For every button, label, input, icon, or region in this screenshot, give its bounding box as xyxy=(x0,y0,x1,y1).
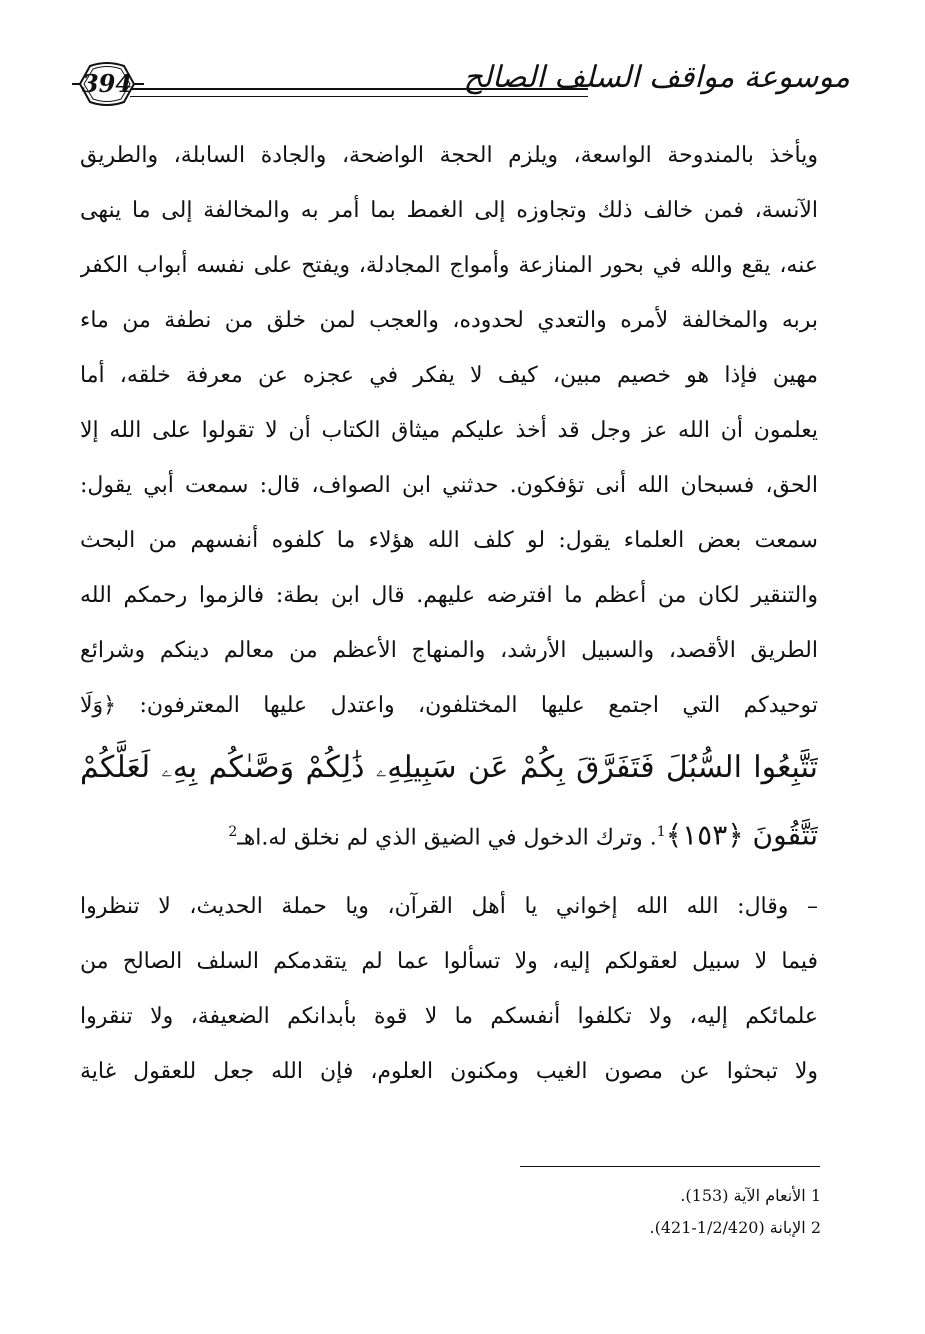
text-line: علمائكم إليه، ولا تكلفوا أنفسكم ما لا قوة بأبدانكم الضعيفة، ولا تنقروا xyxy=(80,1004,818,1029)
text-line: – وقال: الله الله إخواني يا أهل القرآن، ويا حملة الحديث، لا تنظروا xyxy=(80,894,818,919)
text-line: توحيدكم التي اجتمع عليها المختلفون، واعتدل عليها المعترفون: ﴿وَلَا xyxy=(80,693,818,718)
text-line: الطريق الأقصد، والسبيل الأرشد، والمنهاج الأعظم من معالم دينكم وشرائع xyxy=(80,638,818,663)
text-line: يعلمون أن الله عز وجل قد أخذ عليكم ميثاق الكتاب أن لا تقولوا على الله إلا xyxy=(80,418,818,443)
verse-tail: تَتَّقُونَ ﴿١٥٣﴾ xyxy=(665,818,818,852)
text-line: والتنقير لكان من أعظم ما افترضه عليهم. قال ابن بطة: فالزموا رحمكم الله xyxy=(80,583,818,608)
page-header xyxy=(70,60,850,132)
footnotes xyxy=(421,1180,821,1244)
quran-verse xyxy=(80,733,818,861)
page-number: 394 xyxy=(81,69,133,98)
footnote-2: 2 الإبانة (1/2/420-421). xyxy=(649,1218,821,1237)
verse-end-text: . وترك الدخول في الضيق الذي لم نخلق له.اهـ xyxy=(237,825,657,851)
page-number-badge xyxy=(70,60,144,108)
book-title: موسوعة مواقف السلف الصالح xyxy=(463,60,850,95)
text-line: ولا تبحثوا عن مصون الغيب ومكنون العلوم، فإن الله جعل للعقول غاية xyxy=(80,1059,818,1084)
text-line: سمعت بعض العلماء يقول: لو كلف الله هؤلاء ما كلفوه أنفسهم من البحث xyxy=(80,528,818,553)
footnote-ref-1: 1 xyxy=(656,824,666,840)
text-line: الآنسة، فمن خالف ذلك وتجاوزه إلى الغمط بما أمر به والمخالفة إلى ما ينهى xyxy=(80,198,818,223)
body-text xyxy=(80,128,818,1099)
text-line: عنه، يقع والله في بحور المنازعة وأمواج المجادلة، ويفتح على نفسه أبواب الكفر xyxy=(80,253,818,278)
header-ornament-lines xyxy=(130,88,588,97)
text-line: فيما لا سبيل لعقولكم إليه، ولا تسألوا عما لم يتقدمكم السلف الصالح من xyxy=(80,949,818,974)
paragraph-gap xyxy=(80,861,818,879)
verse-end-line xyxy=(80,803,818,861)
text-line: مهين فإذا هو خصيم مبين، كيف لا يفكر في عجزه عن معرفة خلقه، أما xyxy=(80,363,818,388)
footnote-1: 1 الأنعام الآية (153). xyxy=(680,1186,821,1205)
text-line: ويأخذ بالمندوحة الواسعة، ويلزم الحجة الواضحة، والجادة السابلة، والطريق xyxy=(80,143,818,168)
footnote-ref-2: 2 xyxy=(228,824,238,840)
text-line: الحق، فسبحان الله أنى تؤفكون. حدثني ابن الصواف، قال: سمعت أبي يقول: xyxy=(80,473,818,498)
text-line: بربه والمخالفة لأمره والتعدي لحدوده، والعجب لمن خلق من نطفة من ماء xyxy=(80,308,818,333)
footnote-divider xyxy=(520,1166,820,1167)
verse-line: تَتَّبِعُوا السُّبُلَ فَتَفَرَّقَ بِكُمْ عَن سَبِيلِهِۦ ذَٰلِكُمْ وَصَّىٰكُم بِهِۦ لَعَلَّكُمْ xyxy=(80,750,818,785)
